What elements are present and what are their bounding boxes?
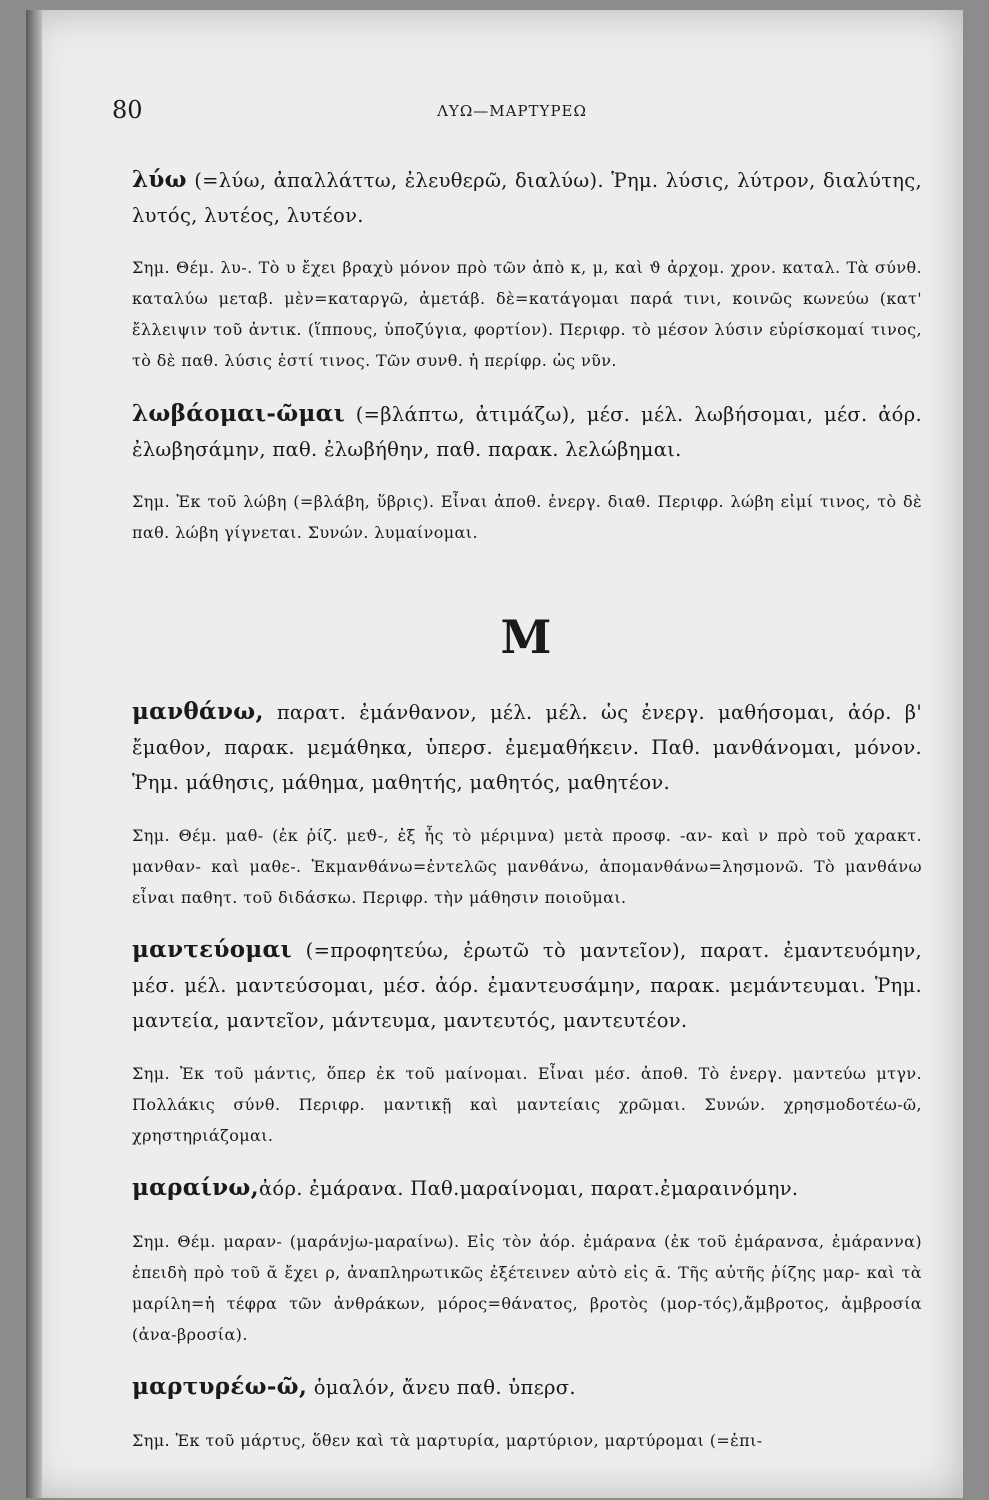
entry-maraino <box>132 1170 922 1350</box>
entry-note: Σημ. Ἐκ τοῦ μάντις, ὅπερ ἐκ τοῦ μαίνομαι. Εἶναι μέσ. ἀποθ. Τὸ ἐνεργ. μαντεύω μτγν. Πολλάκις σύνθ. Περιφρ. μαντικῇ καὶ μαντείαις χρῶμαι. Συνών. χρησμοδοτέω-ῶ, χρηστηριάζομαι. <box>132 1063 922 1145</box>
entry-lobaomai <box>132 396 922 549</box>
entry-main <box>132 1369 922 1405</box>
entry-lemma: λωβάομαι-ῶμαι <box>132 399 346 427</box>
dictionary-content <box>132 142 922 1472</box>
binding-edge <box>26 10 42 1498</box>
entry-lemma: μαραίνω, <box>132 1174 259 1201</box>
entry-text: (=προφητεύω, ἐρωτῶ τὸ μαντεῖον), παρατ. ἐμαντευόμην, μέσ. μέλ. μαντεύσομαι, μέσ. ἀόρ. ἐμαντευσάμην, παρακ. μεμάντευμαι. Ῥημ. μαντεία, μαντεῖον, μάντευμα, μαντευτός, μαντευτέον. <box>132 939 922 1032</box>
entry-manteuomai <box>132 932 922 1151</box>
entry-main <box>132 396 922 467</box>
entry-main <box>132 694 922 800</box>
entry-main <box>132 1170 922 1206</box>
entry-note: Σημ. Θέμ. μαθ- (ἐκ ῥίζ. μεϑ-, ἐξ ἧς τὸ μέριμνα) μετὰ προσφ. -αν- καὶ ν πρὸ τοῦ χαρακτ. μανθαν- καὶ μαθε-. Ἐκμανθάνω=ἐντελῶς μανθάνω, ἀπομανθάνω=λησμονῶ. Τὸ μανθάνω εἶναι παθητ. τοῦ διδάσκω. Περιφρ. τὴν μάθησιν ποιοῦμαι. <box>132 825 922 907</box>
entry-text: (=βλάπτω, ἀτιμάζω), μέσ. μέλ. λωβήσομαι, μέσ. ἀόρ. ἐλωβησάμην, παθ. ἐλωβήθην, παθ. παρακ. λελώβημαι. <box>132 402 922 461</box>
page-header <box>112 96 912 126</box>
entry-lemma: λύω <box>132 165 187 193</box>
entry-main <box>132 932 922 1038</box>
entry-text: παρατ. ἐμάνθανον, μέλ. μέλ. ὡς ἐνεργ. μαθήσομαι, ἀόρ. β' ἔμαθον, παρακ. μεμάθηκα, ὑπερσ. ἐμεμαθήκειν. Παθ. μανθάνομαι, μόνον. Ῥημ. μάθησις, μάθημα, μαθητής, μαθητός, μαθητέον. <box>132 701 922 794</box>
entry-note: Σημ. Ἐκ τοῦ λώβη (=βλάβη, ὕβρις). Εἶναι ἀποθ. ἐνεργ. διαθ. Περιφρ. λώβη εἰμί τινος, τὸ δὲ παθ. λώβη γίγνεται. Συνών. λυμαίνομαι. <box>132 492 922 542</box>
entry-note: Σημ. Θέμ. μαραν- (μαράνjω-μαραίνω). Εἰς τὸν ἀόρ. ἐμάρανα (ἐκ τοῦ ἐμάρανσα, ἐμάραννα) ἐπειδὴ πρὸ τοῦ ᾰ ἔχει ρ, ἀναπληρωτικῶς ἐξέτεινεν αὐτὸ εἰς ᾱ. Τῆς αὐτῆς ῥίζης μαρ- καὶ τὰ μαρίλη=ἡ τέφρα τῶν ἀνθράκων, μόρος=θάνατος, βροτὸς (μορ-τός),ἄμβροτος, ἀμβροσία (ἀνα-βροσία). <box>132 1231 922 1344</box>
entry-note: Σημ. Ἐκ τοῦ μάρτυς, ὅθεν καὶ τὰ μαρτυρία, μαρτύριον, μαρτύρομαι (=ἐπι- <box>132 1430 763 1450</box>
entry-main <box>132 162 922 233</box>
entry-lyo <box>132 162 922 377</box>
entry-text: (=λύω, ἀπαλλάττω, ἐλευθερῶ, διαλύω). Ῥημ. λύσις, λύτρον, διαλύτης, λυτός, λυτέος, λυτέον. <box>132 168 922 227</box>
entry-text: ὁμαλόν, ἄνευ παθ. ὑπερσ. <box>307 1376 576 1399</box>
entry-lemma: μανθάνω, <box>132 698 264 725</box>
running-head: ΛΥΩ—ΜΑΡΤΥΡΕΩ <box>437 102 587 120</box>
entry-lemma: μαρτυρέω-ῶ, <box>132 1373 308 1400</box>
entry-lemma: μαντεύομαι <box>132 936 292 963</box>
page <box>26 10 963 1498</box>
page-number: 80 <box>112 96 143 124</box>
entry-note: Σημ. Θέμ. λυ-. Τὸ υ ἔχει βραχὺ μόνον πρὸ τῶν ἀπὸ κ, μ, καὶ ϑ ἀρχομ. χρον. καταλ. Τὰ σύνθ. καταλύω μεταβ. μὲν=καταργῶ, ἀμετάβ. δὲ=κατάγομαι παρά τινι, κοινῶς κωνεύω (κατ' ἔλλειψιν τοῦ ἀντικ. (ἵππους, ὑποζύγια, φορτίον). Περιφρ. τὸ μέσον λύσιν εὑρίσκομαί τινος, τὸ δὲ παθ. λύσις ἐστί τινος. Τῶν συνθ. ἡ περίφρ. ὡς νῦν. <box>132 258 922 370</box>
entry-martyreo <box>132 1369 922 1456</box>
entry-manthano <box>132 694 922 913</box>
entry-text: ἀόρ. ἐμάρανα. Παθ.μαραίνομαι, παρατ.ἐμαραινόμην. <box>258 1177 799 1200</box>
section-letter: Μ <box>500 610 554 664</box>
